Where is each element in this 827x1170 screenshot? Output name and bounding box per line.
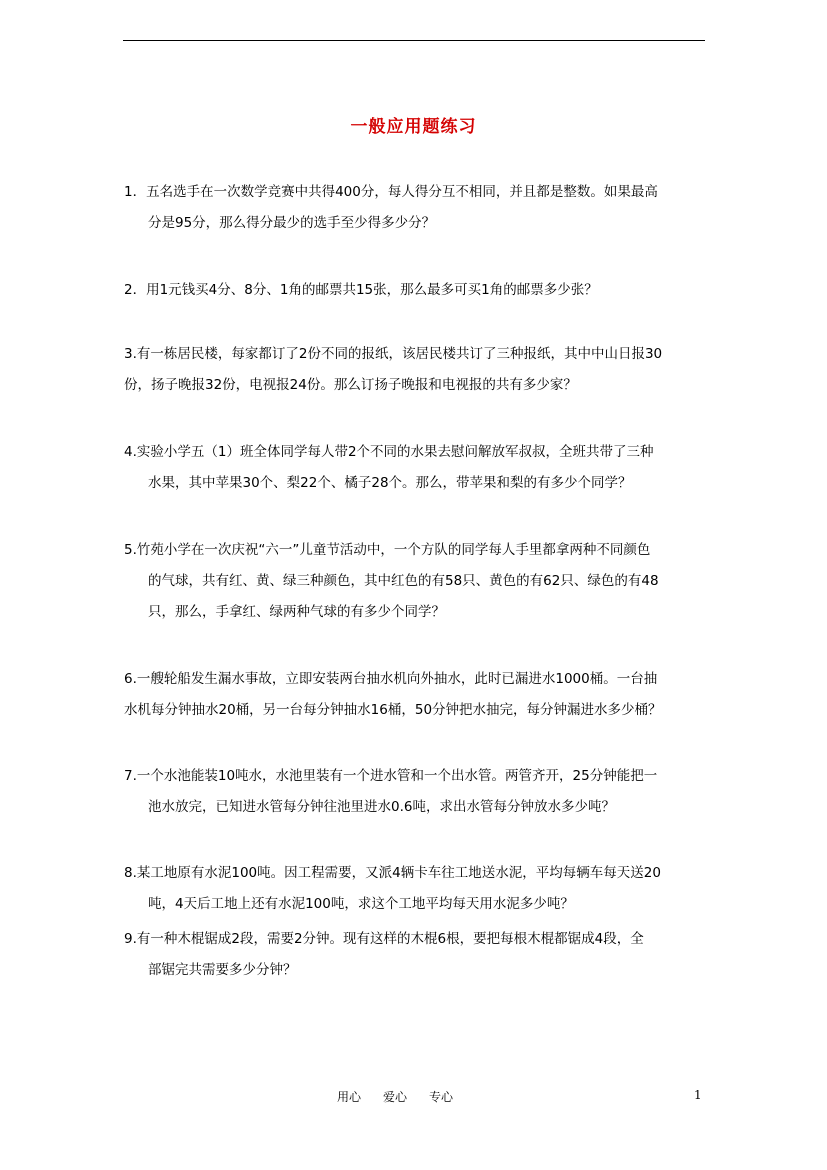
problem-line: 2．用1元钱买4分、8分、1角的邮票共15张，那么最多可买1角的邮票多少张？ (124, 282, 598, 298)
problem-9 (124, 924, 706, 986)
problem-line: 4.实验小学五（1）班全体同学每人带2个不同的水果去慰问解放军叔叔，全班共带了三种 (124, 444, 654, 460)
page-footer (0, 1088, 827, 1108)
problem-line: 9.有一种木棍锯成2段，需要2分钟。现有这样的木棍6根，要把每根木棍都锯成4段，全 (124, 931, 644, 947)
problem-line: 分是95分，那么得分最少的选手至少得多少分？ (148, 215, 436, 231)
problem-4 (124, 437, 706, 499)
problem-3 (124, 339, 706, 401)
problem-6 (124, 664, 706, 726)
problem-line: 份，扬子晚报32份，电视报24份。那么订扬子晚报和电视报的共有多少家？ (124, 377, 577, 393)
footer-motto-item: 用心 (337, 1090, 362, 1104)
problem-line: 水机每分钟抽水20桶，另一台每分钟抽水16桶，50分钟把水抽完，每分钟漏进水多少桶？ (124, 702, 662, 718)
problem-2 (124, 275, 706, 306)
problem-7 (124, 761, 706, 823)
problem-line: 部锯完共需要多少分钟？ (148, 962, 297, 978)
problem-line: 5.竹苑小学在一次庆祝“六一”儿童节活动中，一个方队的同学每人手里都拿两种不同颜色 (124, 542, 651, 558)
header-rule (123, 40, 705, 41)
problem-line: 6.一艘轮船发生漏水事故，立即安装两台抽水机向外抽水，此时已漏进水1000桶。一台抽 (124, 671, 658, 687)
problem-line: 的气球，共有红、黄、绿三种颜色，其中红色的有58只、黄色的有62只、绿色的有48 (148, 573, 659, 589)
problem-5 (124, 535, 706, 628)
problem-line: 水果，其中苹果30个、梨22个、橘子28个。那么，带苹果和梨的有多少个同学？ (148, 475, 632, 491)
problem-line: 3.有一栋居民楼，每家都订了2份不同的报纸，该居民楼共订了三种报纸，其中中山日报30 (124, 346, 663, 362)
footer-motto-item: 专心 (429, 1090, 454, 1104)
footer-motto (337, 1088, 453, 1105)
problem-line: 池水放完，已知进水管每分钟往池里进水0.6吨，求出水管每分钟放水多少吨？ (148, 799, 615, 815)
problem-8 (124, 858, 706, 920)
footer-motto-item: 爱心 (383, 1090, 408, 1104)
problem-line: 7.一个水池能装10吨水，水池里装有一个进水管和一个出水管。两管齐开，25分钟能把一 (124, 768, 658, 784)
problem-line: 吨，4天后工地上还有水泥100吨，求这个工地平均每天用水泥多少吨？ (148, 896, 574, 912)
problem-line: 只，那么，手拿红、绿两种气球的有多少个同学？ (148, 604, 445, 620)
problem-line: 8.某工地原有水泥100吨。因工程需要，又派4辆卡车往工地送水泥，平均每辆车每天送20 (124, 865, 661, 881)
problem-1 (124, 177, 706, 239)
page-number: 1 (694, 1088, 702, 1102)
page-title: 一般应用题练习 (350, 117, 477, 137)
problem-line: 1．五名选手在一次数学竞赛中共得400分，每人得分互不相同，并且都是整数。如果最高 (124, 184, 658, 200)
